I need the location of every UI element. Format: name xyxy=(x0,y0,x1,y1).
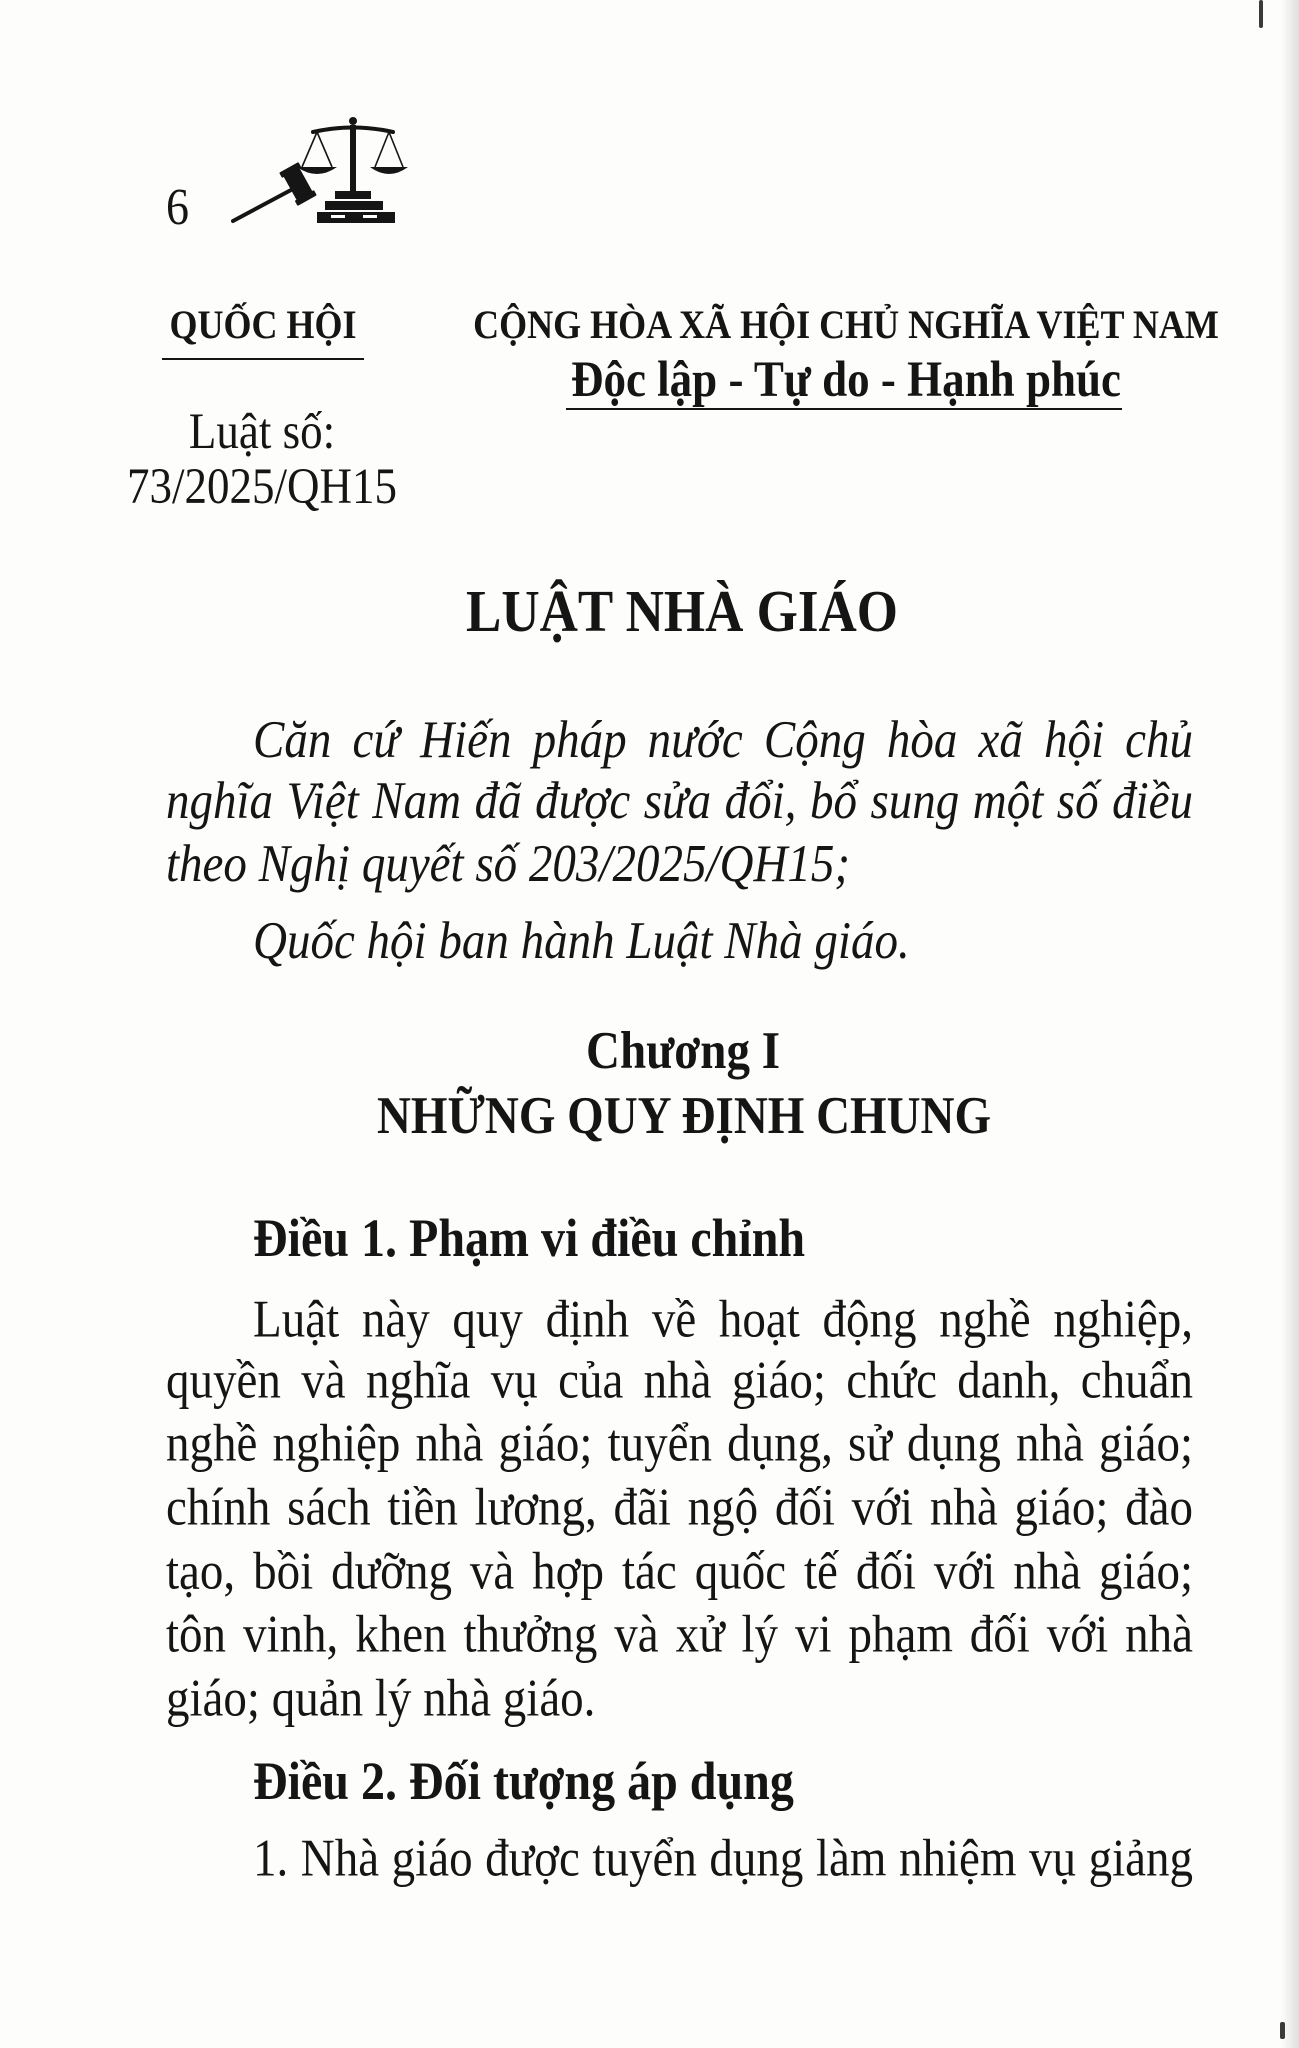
article-body-line: quyền và nghĩa vụ của nhà giáo; chức danh, chuẩn xyxy=(166,1351,1193,1411)
national-motto: Độc lập - Tự do - Hạnh phúc xyxy=(570,351,1122,408)
law-number-label: Luật số: xyxy=(188,403,336,460)
law-number: 73/2025/QH15 xyxy=(127,458,397,515)
preamble-line: Căn cứ Hiến pháp nước Cộng hòa xã hội chủ xyxy=(253,710,1193,770)
article-body-line: giáo; quản lý nhà giáo. xyxy=(166,1669,596,1729)
preamble-line: theo Nghị quyết số 203/2025/QH15; xyxy=(166,834,851,894)
article-body-line: nghề nghiệp nhà giáo; tuyển dụng, sử dụng nhà giáo; xyxy=(166,1414,1193,1474)
article-body-line: Luật này quy định về hoạt động nghề nghiệp, xyxy=(253,1290,1193,1350)
article-body-line: tôn vinh, khen thưởng và xử lý vi phạm đối với nhà xyxy=(166,1605,1193,1665)
article-body-line: chính sách tiền lương, đãi ngộ đối với nhà giáo; đào xyxy=(166,1478,1193,1538)
balance-scale-icon xyxy=(297,117,408,223)
chapter-title: NHỮNG QUY ĐỊNH CHUNG xyxy=(376,1086,992,1146)
issuer-name: QUỐC HỘI xyxy=(169,302,357,347)
page-number: 6 xyxy=(166,178,189,236)
scan-mark-bottom xyxy=(1280,2022,1285,2039)
country-name: CỘNG HÒA XÃ HỘI CHỦ NGHĨA VIỆT NAM xyxy=(473,302,1219,347)
article-body-line: 1. Nhà giáo được tuyển dụng làm nhiệm vụ giảng xyxy=(253,1829,1193,1889)
page-edge-shadow xyxy=(1281,0,1299,2048)
motto-underline xyxy=(566,408,1122,410)
article-body-line: tạo, bồi dưỡng và hợp tác quốc tế đối với nhà giáo; xyxy=(166,1542,1193,1602)
issuer-underline xyxy=(162,358,364,360)
enactment-statement: Quốc hội ban hành Luật Nhà giáo. xyxy=(253,911,910,971)
preamble-line: nghĩa Việt Nam đã được sửa đổi, bổ sung một số điều xyxy=(166,771,1193,831)
chapter-label: Chương I xyxy=(586,1021,780,1081)
scan-mark-top xyxy=(1259,0,1263,28)
article-heading: Điều 1. Phạm vi điều chỉnh xyxy=(253,1208,806,1269)
law-title: LUẬT NHÀ GIÁO xyxy=(466,579,898,645)
scales-of-justice-gavel-icon xyxy=(231,115,409,227)
article-heading: Điều 2. Đối tượng áp dụng xyxy=(253,1751,794,1812)
